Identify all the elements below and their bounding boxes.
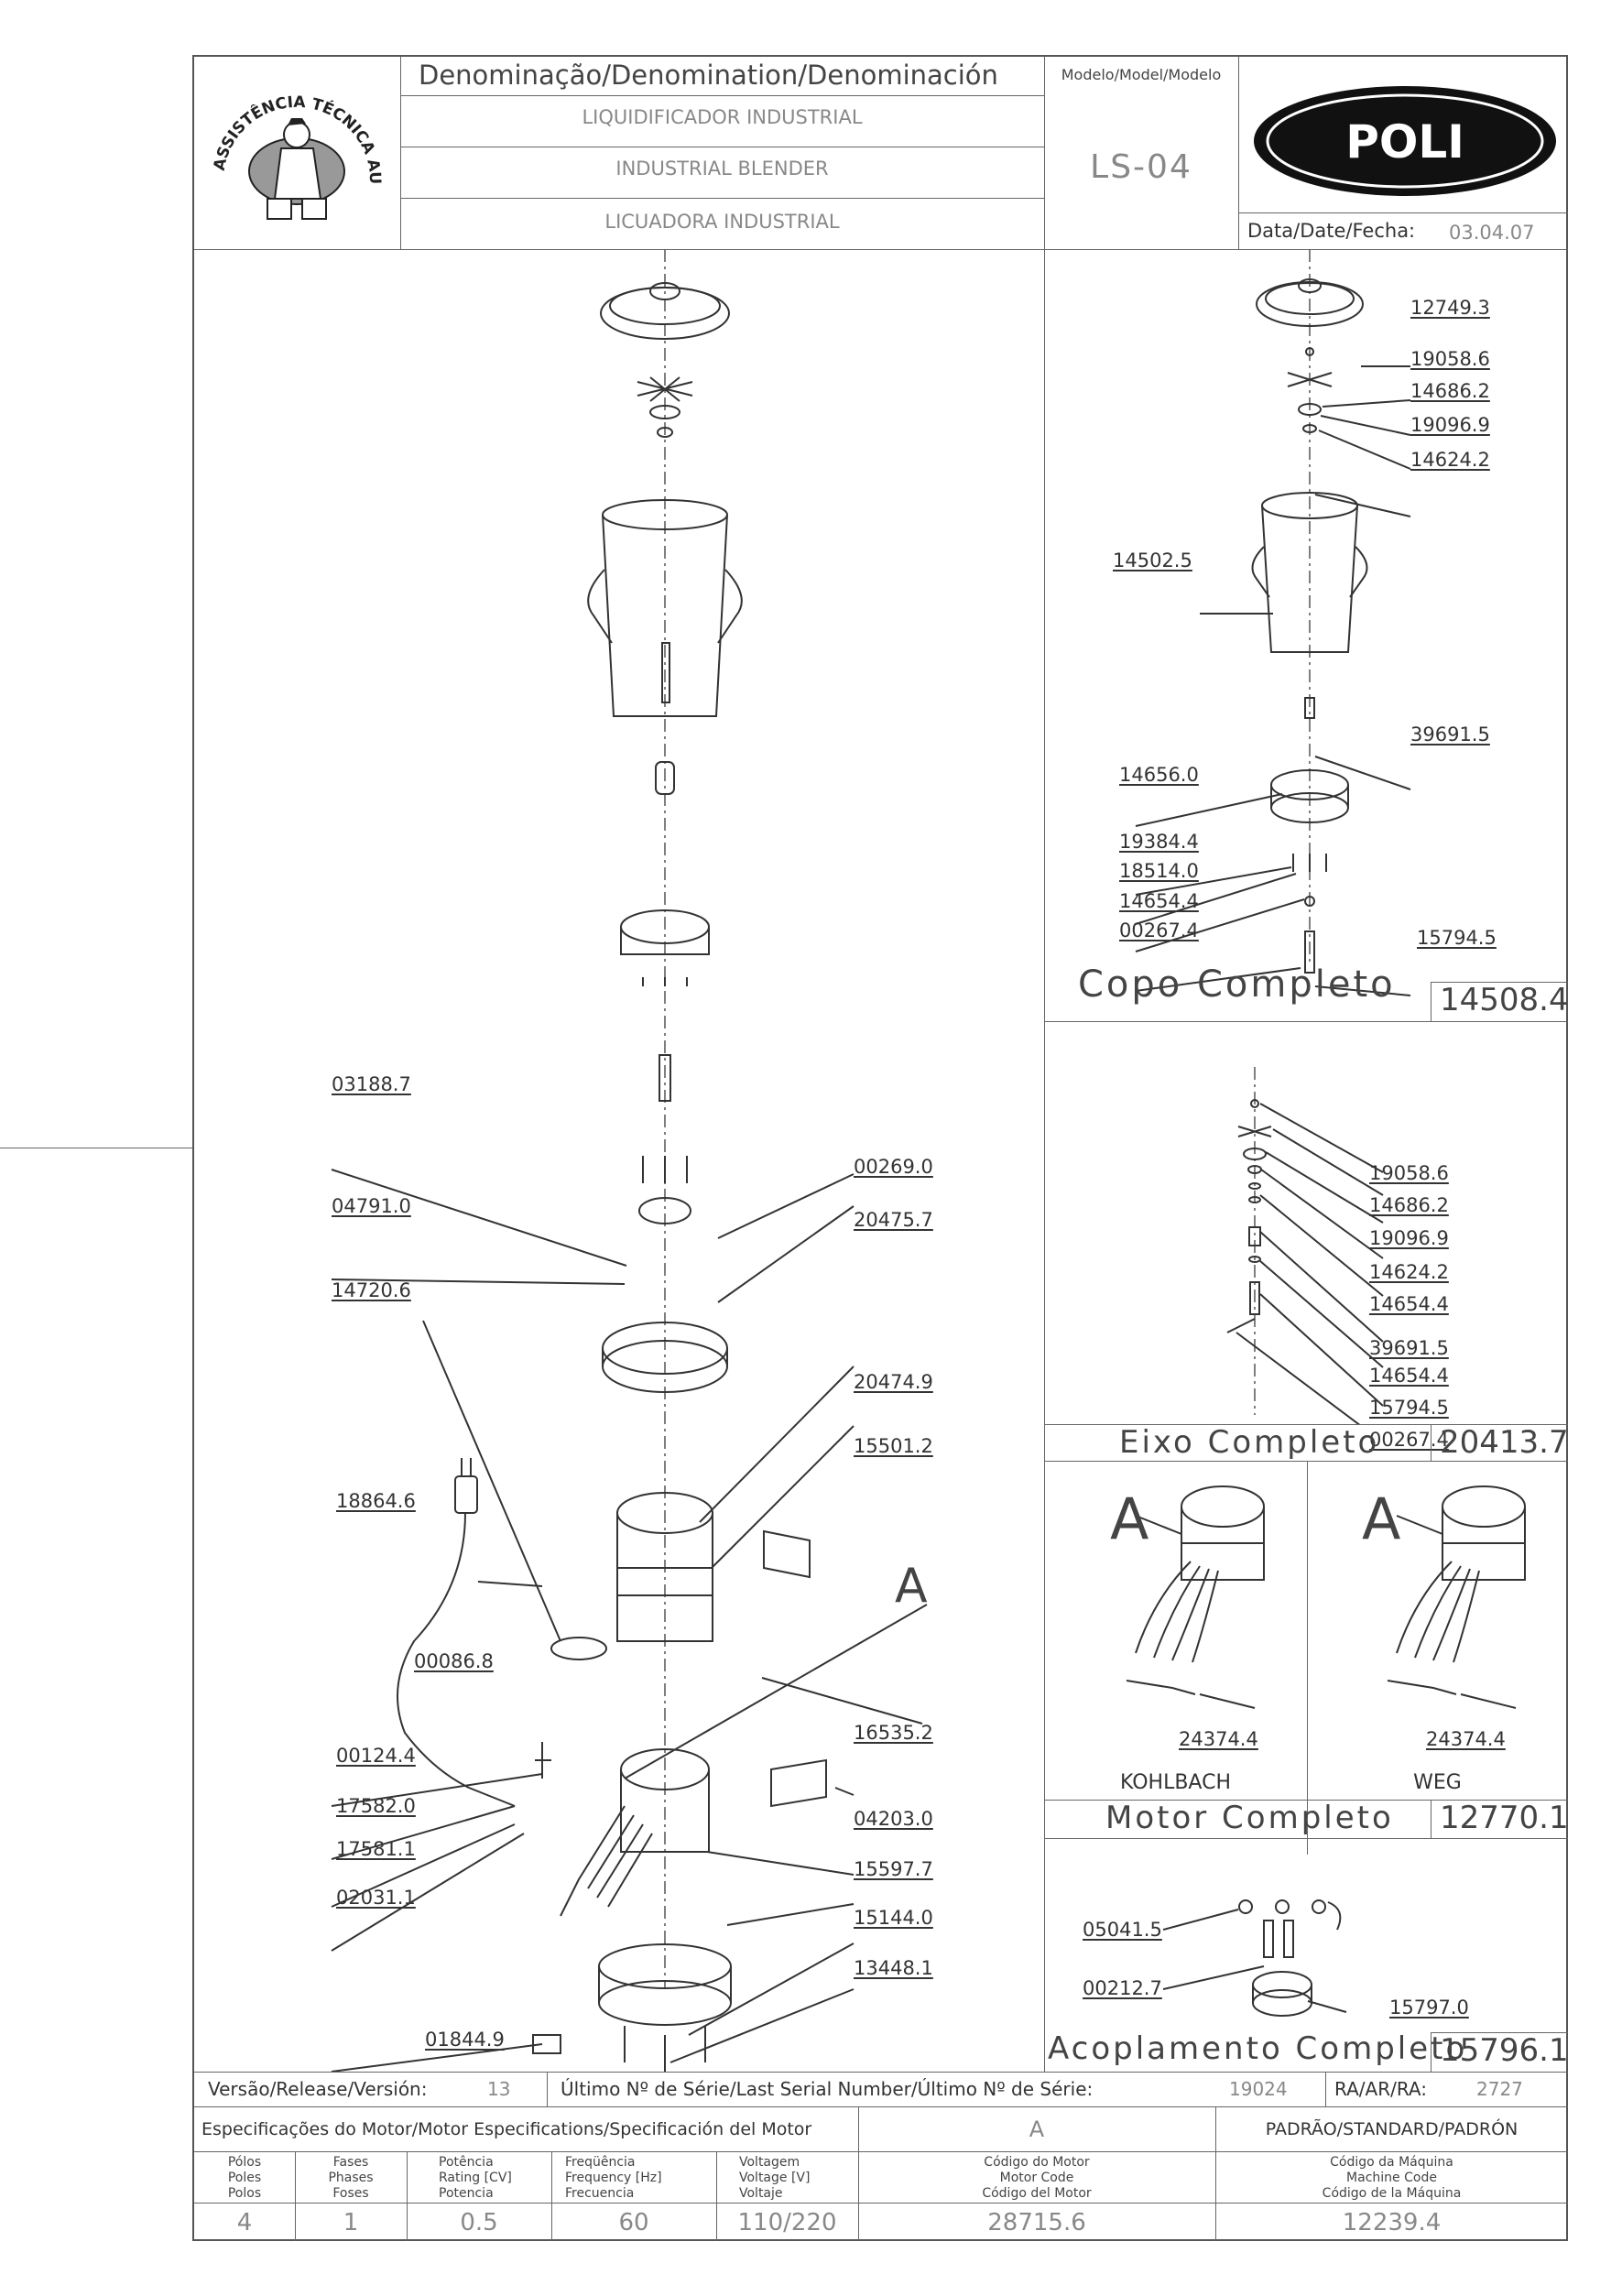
motor-part-right: 24374.4: [1426, 1728, 1506, 1750]
copo-part: 14502.5: [1113, 550, 1192, 571]
eixo-part: 14654.4: [1369, 1293, 1449, 1315]
drawing-sheet: [192, 55, 1568, 2241]
acoplamento-part: 05041.5: [1083, 1919, 1162, 1941]
motor-detail-a-left: A: [1110, 1485, 1149, 1552]
acoplamento-code: 15796.1: [1440, 2032, 1569, 2069]
date-value: 03.04.07: [1449, 222, 1535, 244]
part-label: 13448.1: [854, 1957, 933, 1979]
spec-col-motor-code: Código do Motor Motor Code Código del Motor: [982, 2155, 1092, 2201]
part-label: 20475.7: [854, 1209, 933, 1231]
part-label: 15144.0: [854, 1907, 933, 1929]
spec-col-phases: Fases Phases Foses: [328, 2155, 374, 2201]
model-label: Modelo/Model/Modelo: [1061, 66, 1222, 83]
name-en: INDUSTRIAL BLENDER: [615, 158, 829, 180]
spec-value-motor-code: 28715.6: [987, 2209, 1086, 2236]
spec-label: Especificações do Motor/Motor Especifications/Specificación del Motor: [201, 2119, 812, 2139]
copo-title: Copo Completo: [1078, 963, 1396, 1006]
part-label: 20474.9: [854, 1371, 933, 1393]
spec-value-voltage: 110/220: [737, 2209, 837, 2236]
part-label: 18864.6: [336, 1490, 416, 1512]
copo-part: 19058.6: [1410, 348, 1490, 370]
detail-label-a: A: [895, 1559, 928, 1614]
name-pt: LIQUIDIFICADOR INDUSTRIAL: [582, 106, 863, 128]
motor-detail-a-right: A: [1362, 1485, 1401, 1552]
spec-value-phases: 1: [343, 2209, 359, 2236]
spec-col-poles: Pólos Poles Polos: [227, 2155, 262, 2201]
part-label: 16535.2: [854, 1722, 933, 1744]
spec-variant: A: [1029, 2116, 1045, 2142]
spec-col-frequency: Freqüência Frequency [Hz] Frecuencia: [565, 2155, 662, 2201]
spec-value-frequency: 60: [618, 2209, 649, 2236]
eixo-part: 00267.4: [1369, 1429, 1449, 1451]
eixo-panel: [1044, 1021, 1568, 1424]
motor-brand-right: WEG: [1413, 1771, 1462, 1794]
eixo-part: 14654.4: [1369, 1365, 1449, 1387]
part-label: 14720.6: [332, 1279, 411, 1301]
copo-part: 14654.4: [1119, 890, 1199, 912]
part-label: 02031.1: [336, 1887, 416, 1909]
part-label: 00269.0: [854, 1156, 933, 1178]
part-label: 17581.1: [336, 1838, 416, 1860]
part-label: 00124.4: [336, 1745, 416, 1767]
spec-col-rating: Potência Rating [CV] Potencia: [439, 2155, 512, 2201]
copo-part: 00267.4: [1119, 919, 1199, 941]
ra-value: 2727: [1476, 2078, 1523, 2100]
eixo-part: 15794.5: [1369, 1397, 1449, 1419]
part-label: 01844.9: [425, 2029, 505, 2051]
copo-part: 19384.4: [1119, 831, 1199, 853]
part-label: 15501.2: [854, 1435, 933, 1457]
part-label: 17582.0: [336, 1795, 416, 1817]
svg-text:ASSISTÊNCIA TÉCNICA AUTORIZADA: ASSISTÊNCIA TÉCNICA AU: [210, 92, 385, 185]
serial-value: 19024: [1229, 2078, 1288, 2100]
spec-value-machine-code: 12239.4: [1342, 2209, 1442, 2236]
copo-part: 14656.0: [1119, 764, 1199, 786]
model-value: LS-04: [1090, 148, 1192, 186]
denomination-title: Denominação/Denomination/Denominación: [419, 60, 998, 91]
motor-brand-left: KOHLBACH: [1120, 1771, 1231, 1794]
date-label: Data/Date/Fecha:: [1247, 220, 1416, 242]
name-es: LICUADORA INDUSTRIAL: [604, 211, 840, 233]
motor-part-left: 24374.4: [1179, 1728, 1258, 1750]
copo-part: 18514.0: [1119, 860, 1199, 882]
copo-part: 15794.5: [1417, 927, 1497, 949]
logo-seal: [203, 71, 391, 240]
spec-value-rating: 0.5: [460, 2209, 498, 2236]
eixo-part: 14624.2: [1369, 1261, 1449, 1283]
version-label: Versão/Release/Versión:: [208, 2078, 428, 2100]
ra-label: RA/AR/RA:: [1334, 2078, 1427, 2100]
eixo-part: 39691.5: [1369, 1337, 1449, 1359]
svg-text:POLI: POLI: [1345, 115, 1464, 169]
copo-part: 39691.5: [1410, 724, 1490, 745]
part-label: 03188.7: [332, 1073, 411, 1095]
eixo-part: 14686.2: [1369, 1194, 1449, 1216]
part-label: 04203.0: [854, 1808, 933, 1830]
part-label: 04791.0: [332, 1195, 411, 1217]
acoplamento-title: Acoplamento Completo: [1048, 2030, 1468, 2067]
part-label: 15597.7: [854, 1858, 933, 1880]
motor-title: Motor Completo: [1105, 1800, 1394, 1836]
eixo-part: 19096.9: [1369, 1227, 1449, 1249]
spec-col-machine-code: Código da Máquina Machine Code Código de la Máquina: [1322, 2155, 1462, 2201]
eixo-code: 20413.7: [1440, 1424, 1569, 1461]
copo-part: 14686.2: [1410, 380, 1490, 402]
copo-part: 14624.2: [1410, 449, 1490, 471]
acoplamento-part: 00212.7: [1083, 1977, 1162, 1999]
part-label: 00086.8: [414, 1650, 494, 1672]
acoplamento-part: 15797.0: [1389, 1997, 1469, 2019]
copo-part: 19096.9: [1410, 414, 1490, 436]
copo-part: 12749.3: [1410, 297, 1490, 319]
serial-label: Último Nº de Série/Last Serial Number/Último Nº de Série:: [561, 2078, 1094, 2100]
spec-col-voltage: Voltagem Voltage [V] Voltaje: [739, 2155, 811, 2201]
eixo-part: 19058.6: [1369, 1162, 1449, 1184]
motor-code: 12770.1: [1440, 1800, 1569, 1836]
standard-label: PADRÃO/STANDARD/PADRÓN: [1265, 2119, 1519, 2139]
eixo-title: Eixo Completo: [1119, 1424, 1380, 1461]
copo-code: 14508.4: [1440, 982, 1569, 1018]
poli-logo: [1252, 84, 1559, 199]
version-value: 13: [487, 2078, 511, 2100]
spec-value-poles: 4: [236, 2209, 253, 2236]
